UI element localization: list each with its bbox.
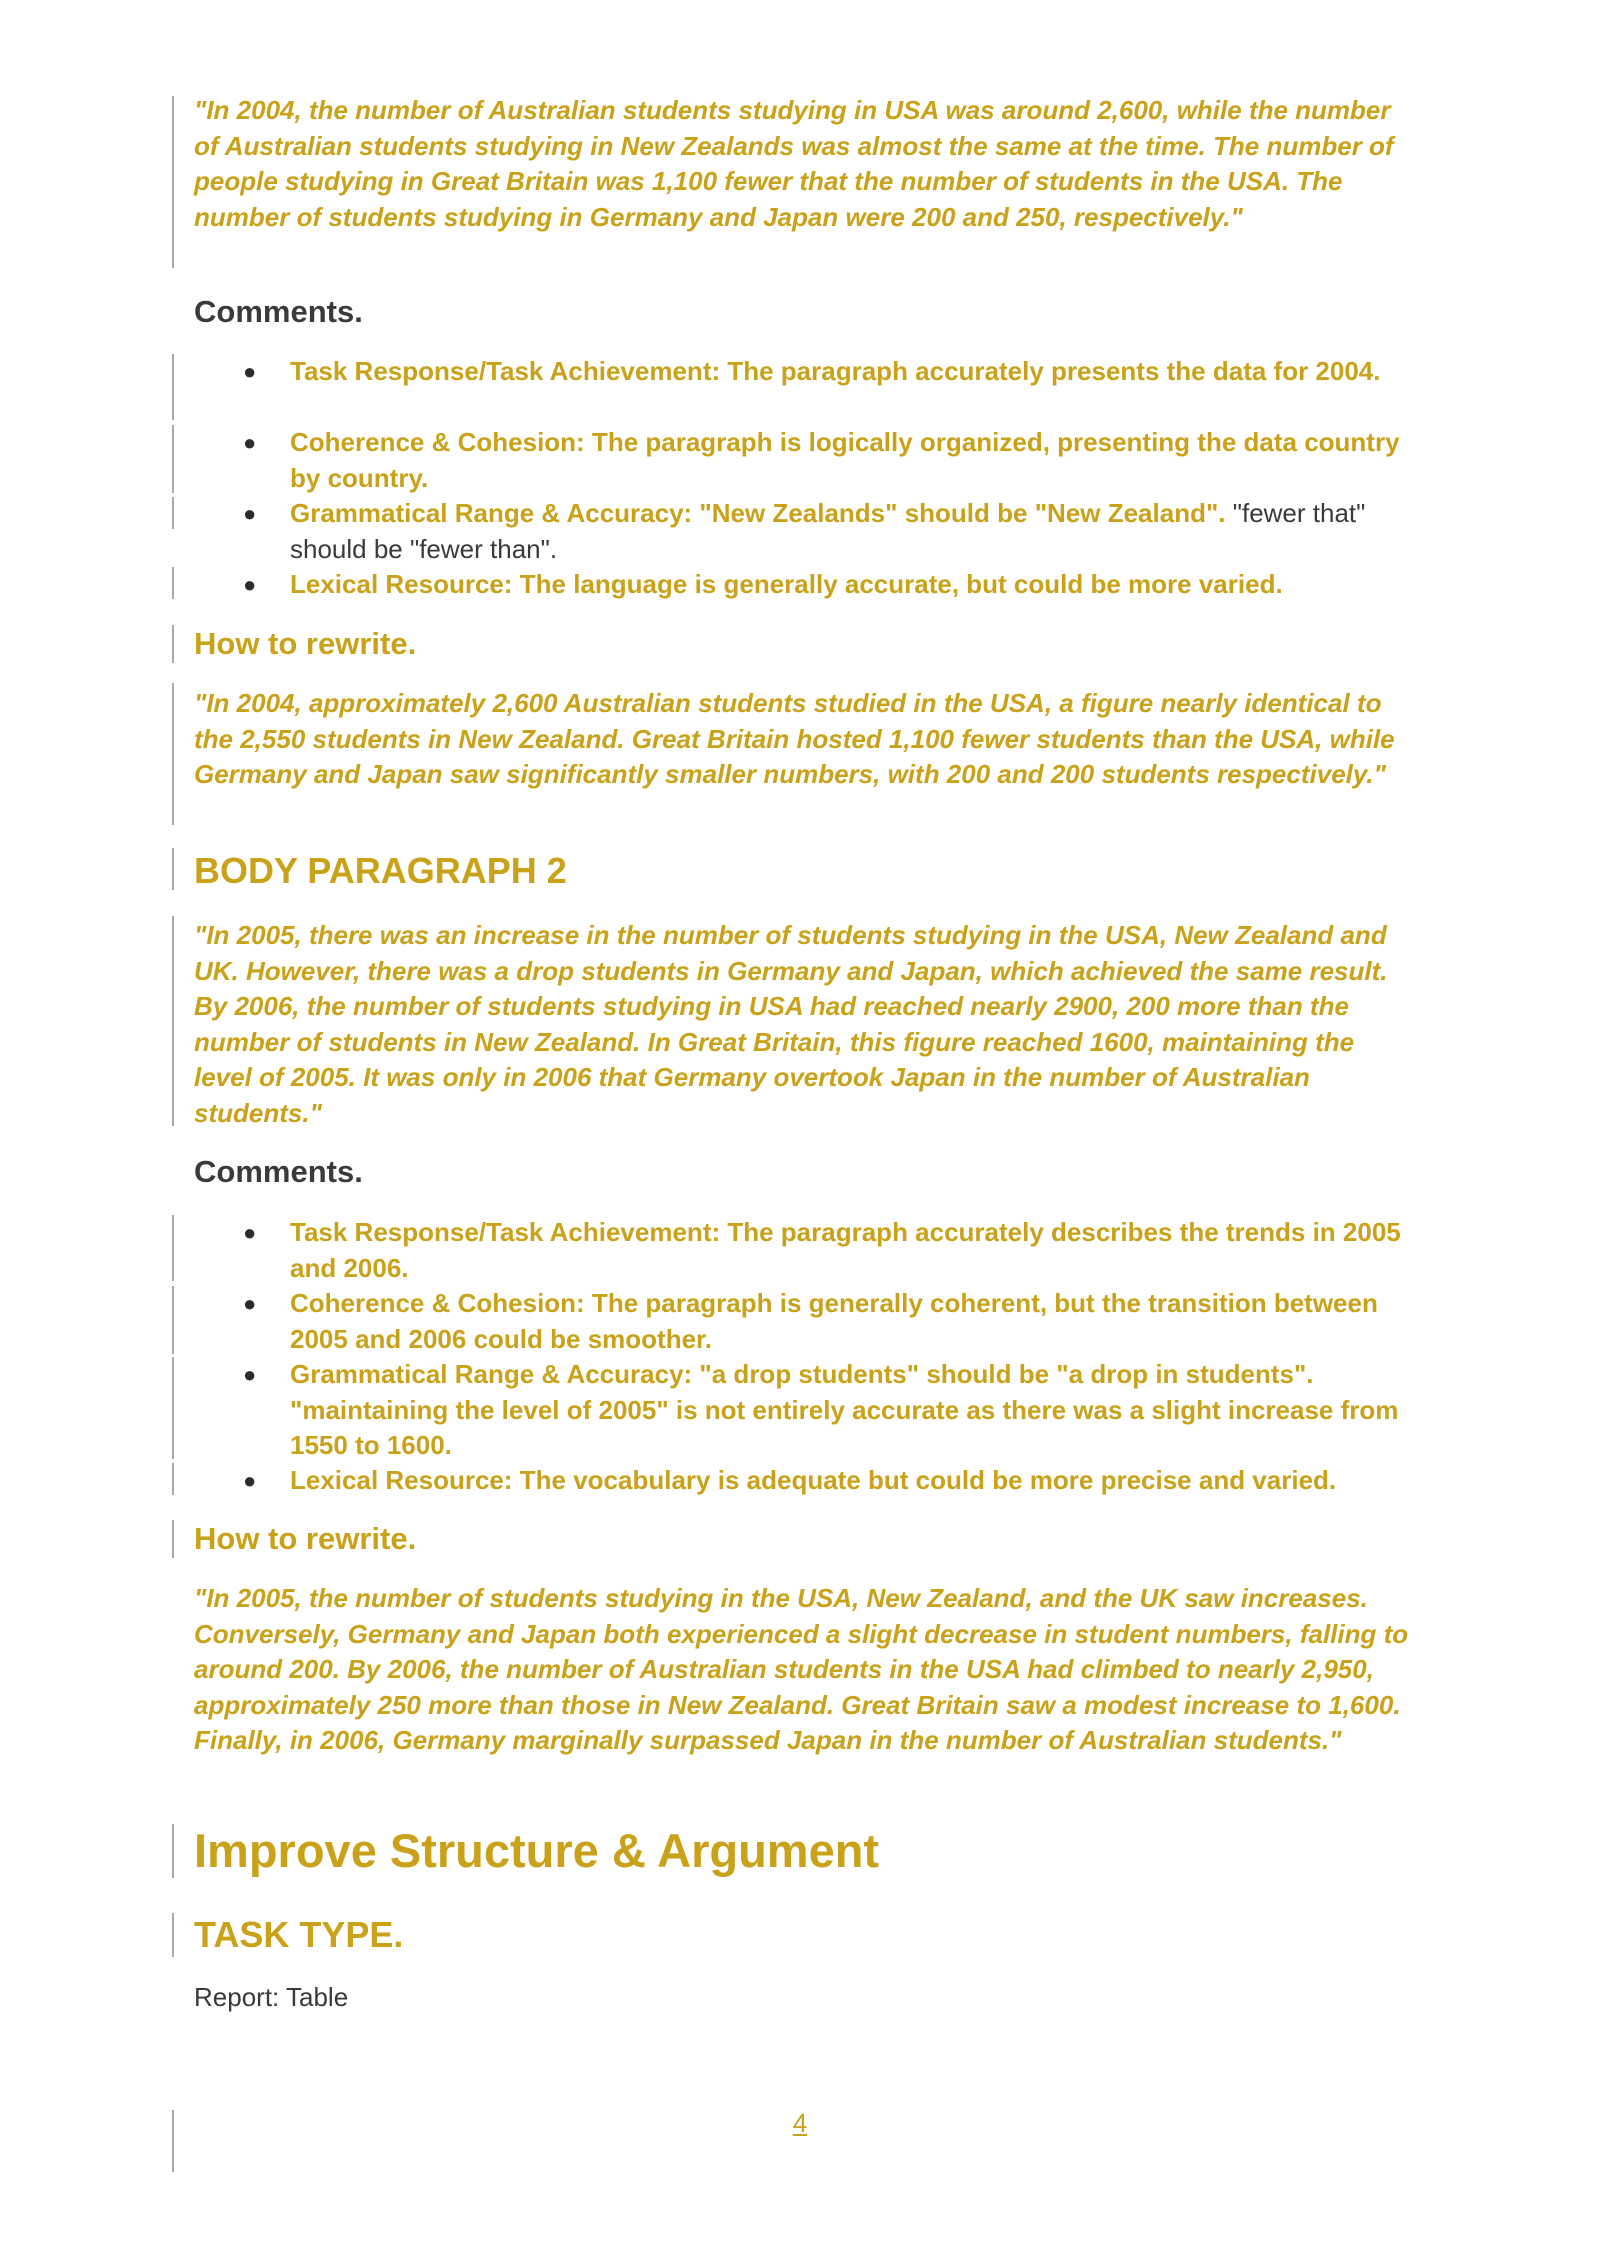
margin-rule — [172, 1824, 174, 1878]
margin-rule — [172, 916, 174, 1126]
bullet-icon: ● — [243, 1468, 257, 1493]
comment-text: Task Response/Task Achievement: The paragraph accurately presents the data for 2004. — [290, 356, 1381, 386]
rewrite-quote: "In 2005, the number of students studying in the USA, New Zealand, and the UK saw increases. Conversely, Germany and Japan both experienced a slight decrease in student numbers, falling to around 200. By 2006, the number of Australian students in the USA had climbed to nearly 2,950, approximately 250 more than those in New Zealand. Great Britain saw a modest increase to 1,600. Finally, in 2006, Germany marginally surpassed Japan in the number of Australian students." — [194, 1583, 1409, 1755]
comment-text: Grammatical Range & Accuracy: "a drop students" should be "a drop in students". "maintaining the level of 2005" is not entirely accurate as there was a slight increase from 1550 to 1600. — [290, 1359, 1399, 1460]
margin-rule — [172, 1520, 174, 1558]
list-item — [243, 1215, 1410, 1286]
section-heading: BODY PARAGRAPH 2 — [194, 850, 567, 891]
bullet-icon: ● — [243, 1291, 257, 1316]
margin-rule — [172, 2110, 174, 2172]
comments-heading: Comments. — [194, 1154, 363, 1189]
comment-text: Lexical Resource: The vocabulary is adequate but could be more precise and varied. — [290, 1465, 1337, 1495]
comment-text: Lexical Resource: The language is generally accurate, but could be more varied. — [290, 569, 1283, 599]
margin-rule — [172, 1913, 174, 1957]
list-item — [243, 425, 1410, 496]
bullet-icon: ● — [243, 1362, 257, 1387]
margin-rule — [172, 625, 174, 663]
list-item — [243, 567, 1410, 603]
rewrite-heading: How to rewrite. — [194, 1521, 417, 1556]
bullet-icon: ● — [243, 359, 257, 384]
margin-rule — [172, 848, 174, 890]
margin-rule — [172, 1357, 174, 1459]
comments-heading: Comments. — [194, 294, 363, 329]
page-number[interactable]: 4 — [792, 2108, 808, 2138]
task-type-value: Report: Table — [194, 1982, 349, 2012]
list-item — [243, 1357, 1410, 1464]
margin-rule — [172, 354, 174, 420]
comment-text: Coherence & Cohesion: The paragraph is logically organized, presenting the data country by country. — [290, 427, 1400, 493]
margin-rule — [172, 497, 174, 529]
margin-rule — [172, 1215, 174, 1281]
rewrite-heading: How to rewrite. — [194, 626, 417, 661]
margin-rule — [172, 1286, 174, 1354]
list-item — [243, 354, 1410, 390]
comment-extra-text: "fewer that" should be "fewer than". — [290, 498, 1366, 564]
margin-rule — [172, 96, 174, 268]
student-paragraph-quote: "In 2004, the number of Australian students studying in USA was around 2,600, while the number of Australian students studying in New Zealands was almost the same at the time. The number of people studying in Great Britain was 1,100 fewer that the number of students in the USA. The number of students studying in Germany and Japan were 200 and 250, respectively." — [194, 95, 1394, 232]
margin-rule — [172, 1463, 174, 1495]
margin-rule — [172, 683, 174, 825]
bullet-icon: ● — [243, 501, 257, 526]
list-item — [243, 1286, 1410, 1357]
comment-text: Task Response/Task Achievement: The paragraph accurately describes the trends in 2005 and 2006. — [290, 1217, 1401, 1283]
comment-text: Grammatical Range & Accuracy: "New Zealands" should be "New Zealand". — [290, 498, 1226, 528]
bullet-icon: ● — [243, 572, 257, 597]
comment-text: Coherence & Cohesion: The paragraph is generally coherent, but the transition between 2005 and 2006 could be smoother. — [290, 1288, 1378, 1354]
task-type-heading: TASK TYPE. — [194, 1914, 404, 1955]
list-item — [243, 1463, 1410, 1499]
bullet-icon: ● — [243, 1220, 257, 1245]
margin-rule — [172, 567, 174, 599]
list-item — [243, 496, 1410, 567]
student-paragraph-quote: "In 2005, there was an increase in the number of students studying in the USA, New Zealand and UK. However, there was a drop students in Germany and Japan, which achieved the same result. By 2006, the number of students studying in USA had reached nearly 2900, 200 more than the number of students in New Zealand. In Great Britain, this figure reached 1600, maintaining the level of 2005. It was only in 2006 that Germany overtook Japan in the number of Australian students." — [194, 920, 1388, 1128]
section-title: Improve Structure & Argument — [194, 1824, 880, 1877]
bullet-icon: ● — [243, 430, 257, 455]
rewrite-quote: "In 2004, approximately 2,600 Australian students studied in the USA, a figure nearly identical to the 2,550 students in New Zealand. Great Britain hosted 1,100 fewer students than the USA, while Germany and Japan saw significantly smaller numbers, with 200 and 200 students respectively." — [194, 688, 1395, 789]
margin-rule — [172, 425, 174, 493]
